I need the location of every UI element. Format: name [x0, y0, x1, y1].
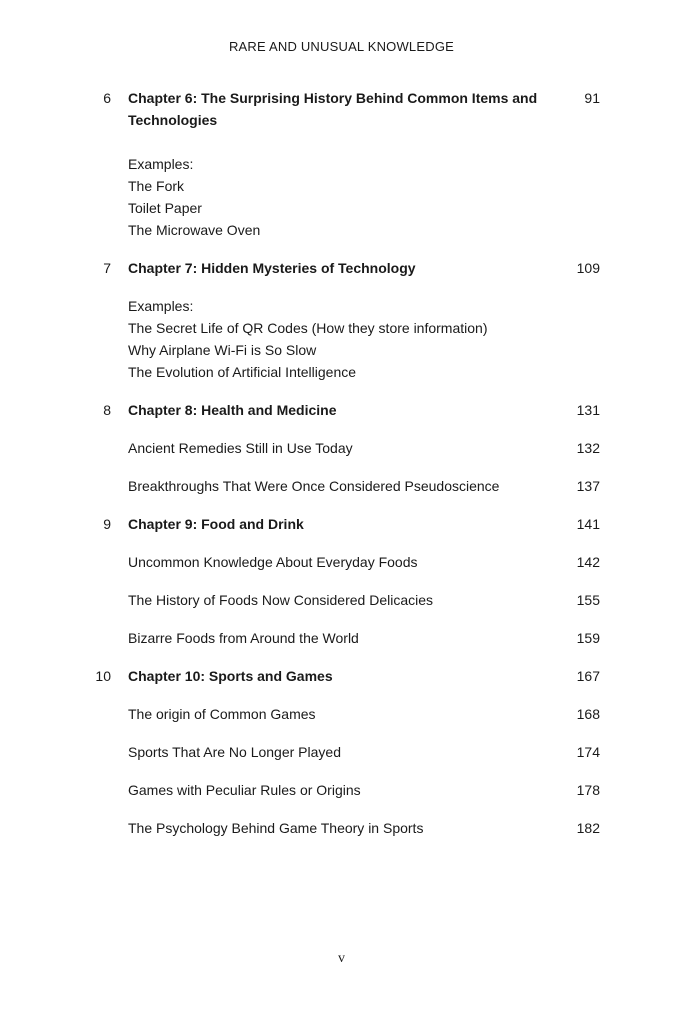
- section-title: Bizarre Foods from Around the World: [128, 630, 359, 646]
- toc-section[interactable]: [0, 551, 683, 573]
- section-page: 155: [576, 592, 600, 608]
- toc-chapter-10[interactable]: [0, 665, 683, 687]
- section-page: 142: [576, 554, 600, 570]
- running-header: RARE AND UNUSUAL KNOWLEDGE: [228, 39, 455, 54]
- examples-label: Examples:: [128, 298, 194, 314]
- chapter-page: 141: [576, 516, 600, 532]
- table-of-contents: [0, 87, 683, 839]
- chapter-7-examples: [128, 295, 683, 383]
- chapter-number: 6: [103, 90, 111, 106]
- example-item: The Evolution of Artificial Intelligence: [128, 364, 357, 380]
- section-title: Breakthroughs That Were Once Considered Pseudoscience: [128, 478, 500, 494]
- section-title: The History of Foods Now Considered Delicacies: [128, 592, 434, 608]
- chapter-number: 9: [103, 516, 111, 532]
- section-page: 178: [576, 782, 600, 798]
- section-title: Games with Peculiar Rules or Origins: [128, 782, 361, 798]
- chapter-title: Chapter 9: Food and Drink: [128, 516, 304, 532]
- example-item: The Fork: [128, 178, 185, 194]
- section-page: 168: [576, 706, 600, 722]
- chapter-number: 7: [103, 260, 111, 276]
- chapter-title: Chapter 6: The Surprising History Behind Common Items and Technologies: [128, 90, 538, 128]
- toc-section[interactable]: [0, 437, 683, 459]
- chapter-title: Chapter 10: Sports and Games: [128, 668, 333, 684]
- chapter-number: 10: [95, 668, 111, 684]
- chapter-page: 167: [576, 668, 600, 684]
- toc-section[interactable]: [0, 627, 683, 649]
- section-title: Ancient Remedies Still in Use Today: [128, 440, 353, 456]
- toc-chapter-6[interactable]: [0, 87, 683, 131]
- toc-chapter-8[interactable]: [0, 399, 683, 421]
- toc-section[interactable]: [0, 589, 683, 611]
- chapter-number: 8: [103, 402, 111, 418]
- section-title: The origin of Common Games: [128, 706, 316, 722]
- examples-label: Examples:: [128, 156, 194, 172]
- toc-section[interactable]: [0, 779, 683, 801]
- chapter-title: Chapter 7: Hidden Mysteries of Technology: [128, 260, 416, 276]
- example-item: Why Airplane Wi-Fi is So Slow: [128, 342, 317, 358]
- chapter-6-examples: [128, 153, 683, 241]
- chapter-page: 109: [576, 260, 600, 276]
- section-page: 159: [576, 630, 600, 646]
- page-number: v: [338, 951, 345, 966]
- section-page: 174: [576, 744, 600, 760]
- toc-section[interactable]: [0, 817, 683, 839]
- section-page: 132: [576, 440, 600, 456]
- section-title: The Psychology Behind Game Theory in Sports: [128, 820, 424, 836]
- section-page: 137: [576, 478, 600, 494]
- example-item: The Secret Life of QR Codes (How they store information): [128, 320, 488, 336]
- toc-chapter-7[interactable]: [0, 257, 683, 279]
- example-item: The Microwave Oven: [128, 222, 261, 238]
- toc-chapter-9[interactable]: [0, 513, 683, 535]
- section-title: Uncommon Knowledge About Everyday Foods: [128, 554, 418, 570]
- chapter-title: Chapter 8: Health and Medicine: [128, 402, 337, 418]
- toc-section[interactable]: [0, 741, 683, 763]
- section-title: Sports That Are No Longer Played: [128, 744, 341, 760]
- example-item: Toilet Paper: [128, 200, 202, 216]
- toc-section[interactable]: [0, 703, 683, 725]
- toc-section[interactable]: [0, 475, 683, 497]
- chapter-page: 91: [584, 90, 600, 106]
- section-page: 182: [576, 820, 600, 836]
- chapter-page: 131: [576, 402, 600, 418]
